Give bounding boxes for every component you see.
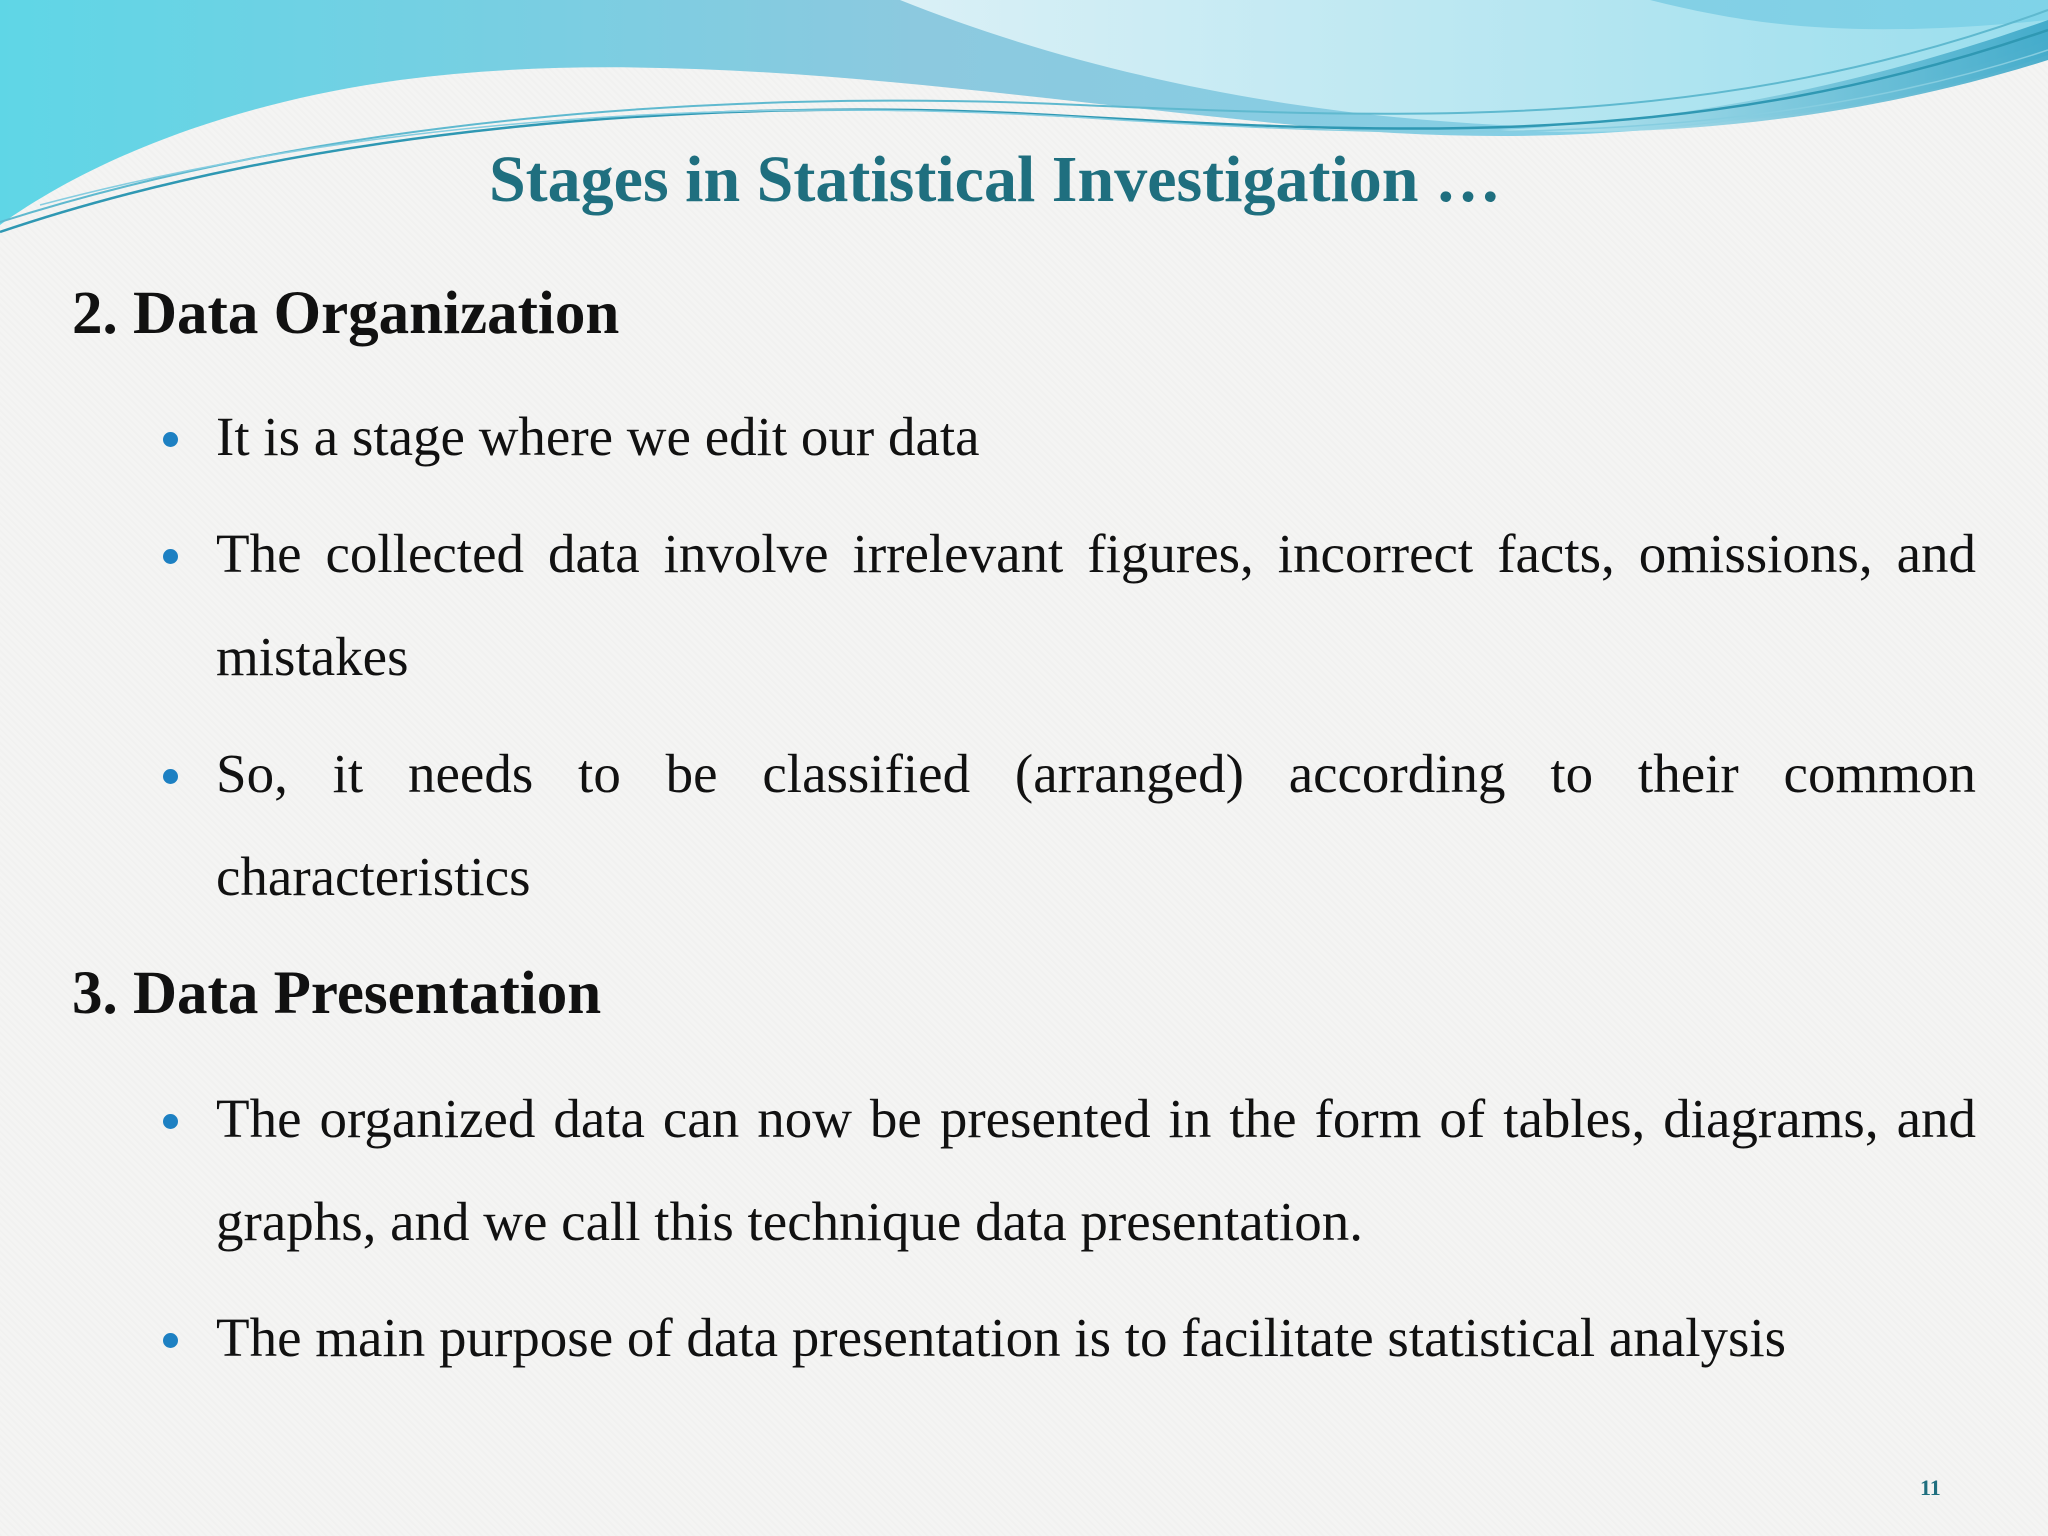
bullet-item (160, 405, 1976, 488)
page-number: 11 (1920, 1475, 1941, 1500)
bullet-item (160, 522, 1976, 708)
bullet-text: So, it needs to be classified (arranged) according to their common characteristics (216, 743, 1976, 907)
bullet-item (160, 742, 1976, 928)
bullet-dot-icon (163, 769, 178, 784)
section-heading-data-organization: 2. Data Organization (72, 280, 620, 347)
bullet-dot-icon (163, 549, 178, 564)
slide-title: Stages in Statistical Investigation … (488, 143, 1502, 216)
bullet-text: The main purpose of data presentation is to facilitate statistical analysis (216, 1307, 1787, 1368)
bullet-text: The organized data can now be presented in the form of tables, diagrams, and graphs, and we call this technique data presentation. (216, 1088, 1976, 1252)
bullet-dot-icon (163, 432, 178, 447)
section-heading-data-presentation: 3. Data Presentation (72, 960, 602, 1027)
bullet-dot-icon (163, 1114, 178, 1129)
bullet-item (160, 1087, 1976, 1273)
bullet-dot-icon (163, 1333, 178, 1348)
bullet-text: The collected data involve irrelevant figures, incorrect facts, omissions, and mistakes (216, 523, 1976, 687)
bullet-text: It is a stage where we edit our data (216, 406, 980, 467)
bullet-item (160, 1306, 1976, 1389)
header-wave-decoration (0, 0, 2048, 260)
